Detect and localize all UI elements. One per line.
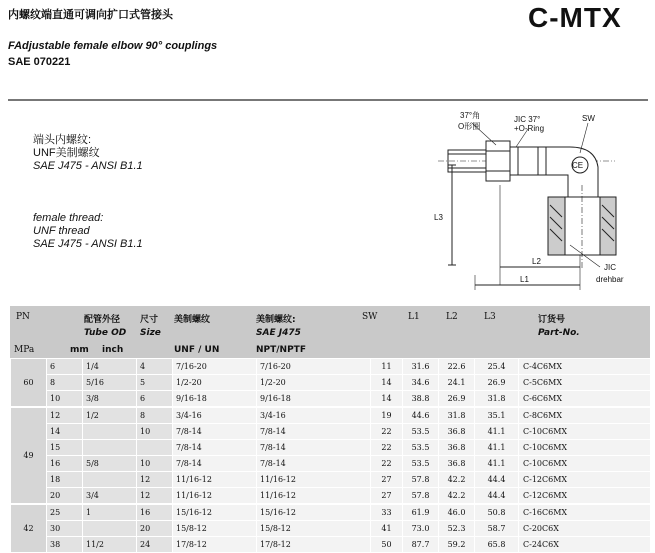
cell-size: 10 [137,424,173,440]
cell-inch: 3/8 [83,391,137,408]
cell-size: 24 [137,537,173,553]
cell-npt: 15/16-12 [257,504,371,521]
thread-info-chinese [33,134,143,173]
english-title: FAdjustable female elbow 90° couplings [8,40,218,52]
cell-l3: 25.4 [475,359,519,375]
cell-part: C-10C6MX [519,456,651,472]
cell-npt: 17/8-12 [257,537,371,553]
cell-npt: 9/16-18 [257,391,371,408]
cell-part: C-6C6MX [519,391,651,408]
cell-unf: 11/16-12 [173,488,257,505]
cell-l3: 50.8 [475,504,519,521]
cell-inch: 1/2 [83,407,137,424]
cell-mm: 18 [47,472,83,488]
cell-sw: 27 [371,472,403,488]
cell-part: C-8C6MX [519,407,651,424]
cell-pn: 49 [11,407,47,504]
cell-unf: 1/2-20 [173,375,257,391]
label-ce: CE [572,161,584,170]
cell-l1: 57.8 [403,472,439,488]
cell-mm: 12 [47,407,83,424]
label-oring: +O-Ring [514,124,545,133]
cell-part: C-12C6MX [519,488,651,505]
cell-size [137,440,173,456]
header-mpa: MPa [14,345,35,355]
cell-l1: 87.7 [403,537,439,553]
cell-npt: 7/16-20 [257,359,371,375]
cell-l2: 31.8 [439,407,475,424]
table-row [11,391,651,408]
cell-inch [83,472,137,488]
header-mm: mm [70,345,89,355]
cell-sw: 33 [371,504,403,521]
cell-l2: 59.2 [439,537,475,553]
cell-l3: 41.1 [475,424,519,440]
cell-part: C-10C6MX [519,440,651,456]
label-l1: L1 [520,275,529,284]
header-l2: L2 [446,312,458,322]
cell-unf: 15/8-12 [173,521,257,537]
cell-part: C-5C6MX [519,375,651,391]
thread-en-line-1: female thread: [33,212,104,224]
cell-l3: 58.7 [475,521,519,537]
cell-l2: 42.2 [439,488,475,505]
cell-l3: 44.4 [475,472,519,488]
cell-l2: 36.8 [439,424,475,440]
header-thread1-cn: 美制螺纹 [174,315,211,325]
sae-code: SAE 070221 [8,56,71,68]
cell-part: C-20C6X [519,521,651,537]
cell-pn: 60 [11,359,47,408]
cell-unf: 7/8-14 [173,424,257,440]
cell-l1: 38.8 [403,391,439,408]
cell-l3: 31.8 [475,391,519,408]
cell-mm: 10 [47,391,83,408]
cell-l3: 26.9 [475,375,519,391]
table-row [11,488,651,505]
header-sw: SW [362,312,378,322]
cell-l2: 36.8 [439,440,475,456]
thread-cn-line-3: SAE J475 - ANSI B1.1 [33,160,143,172]
cell-mm: 15 [47,440,83,456]
cell-sw: 22 [371,424,403,440]
cell-l1: 57.8 [403,488,439,505]
cell-unf: 17/8-12 [173,537,257,553]
cell-part: C-24C6X [519,537,651,553]
cell-sw: 22 [371,440,403,456]
cell-inch: 1/4 [83,359,137,375]
cell-size: 8 [137,407,173,424]
cell-unf: 9/16-18 [173,391,257,408]
cell-sw: 41 [371,521,403,537]
table-row [11,375,651,391]
header-thread1: UNF / UN [174,345,220,355]
cell-part: C-12C6MX [519,472,651,488]
cell-part: C-4C6MX [519,359,651,375]
cell-mm: 8 [47,375,83,391]
cell-l2: 52.3 [439,521,475,537]
cell-mm: 25 [47,504,83,521]
table-row [11,537,651,553]
header-thread2-cn: 美制螺纹: [256,315,296,325]
cell-part: C-10C6MX [519,424,651,440]
cell-l1: 44.6 [403,407,439,424]
table-row [11,504,651,521]
cell-unf: 11/16-12 [173,472,257,488]
thread-en-line-2: UNF thread [33,225,90,237]
table-row [11,472,651,488]
cell-l3: 41.1 [475,456,519,472]
cell-unf: 7/16-20 [173,359,257,375]
cell-size: 5 [137,375,173,391]
header-part-cn: 订货号 [538,315,566,325]
thread-info-english [33,212,143,251]
label-jic37: JIC 37° [514,115,541,124]
cell-unf: 7/8-14 [173,456,257,472]
cell-l1: 53.5 [403,456,439,472]
table-row [11,456,651,472]
thread-en-line-3: SAE J475 - ANSI B1.1 [33,238,143,250]
cell-inch: 5/16 [83,375,137,391]
header-thread2: NPT/NPTF [256,345,306,355]
label-l3: L3 [434,213,443,222]
label-angle-cn: 37°角 [460,111,481,120]
cell-l2: 42.2 [439,472,475,488]
cell-inch [83,521,137,537]
cell-l3: 65.8 [475,537,519,553]
label-l2: L2 [532,257,541,266]
table-header [10,306,650,358]
cell-mm: 20 [47,488,83,505]
cell-size: 6 [137,391,173,408]
cell-unf: 7/8-14 [173,440,257,456]
fittings-table [10,358,650,553]
cell-pn: 42 [11,504,47,553]
cell-l3: 44.4 [475,488,519,505]
table-row [11,424,651,440]
header-tube-od-cn: 配管外径 [84,315,121,325]
cell-size: 16 [137,504,173,521]
cell-size: 4 [137,359,173,375]
table-row [11,407,651,424]
elbow-fitting-drawing [420,105,650,295]
cell-mm: 14 [47,424,83,440]
label-drehbar: drehbar [596,275,624,284]
header-pn: PN [16,312,30,322]
cell-inch [83,440,137,456]
cell-npt: 7/8-14 [257,456,371,472]
cell-npt: 7/8-14 [257,440,371,456]
chinese-title: 内螺纹端直通可调向扩口式管接头 [8,8,173,21]
table-row [11,440,651,456]
cell-npt: 11/16-12 [257,472,371,488]
cell-sw: 50 [371,537,403,553]
thread-cn-line-1: 端头内螺纹: [33,134,92,146]
header-size: Size [140,328,161,338]
header-l1: L1 [408,312,420,322]
header-part: Part-No. [538,328,580,338]
header-l3: L3 [484,312,496,322]
cell-size: 10 [137,456,173,472]
cell-l2: 22.6 [439,359,475,375]
header-thread2-std: SAE J475 [256,328,301,338]
label-oring-cn: O形圈 [458,122,481,131]
cell-l1: 73.0 [403,521,439,537]
cell-unf: 15/16-12 [173,504,257,521]
cell-size: 20 [137,521,173,537]
table-row [11,359,651,375]
cell-inch: 3/4 [83,488,137,505]
cell-inch [83,424,137,440]
cell-npt: 3/4-16 [257,407,371,424]
cell-sw: 22 [371,456,403,472]
header-inch: inch [102,345,124,355]
product-code: C-MTX [528,2,622,33]
cell-inch: 5/8 [83,456,137,472]
cell-npt: 15/8-12 [257,521,371,537]
cell-l3: 35.1 [475,407,519,424]
cell-l1: 53.5 [403,424,439,440]
cell-l2: 24.1 [439,375,475,391]
cell-npt: 7/8-14 [257,424,371,440]
label-sw: SW [582,114,595,123]
header-size-cn: 尺寸 [140,315,159,325]
header-tube-od: Tube OD [84,328,127,338]
cell-l2: 46.0 [439,504,475,521]
cell-mm: 30 [47,521,83,537]
cell-inch: 1 [83,504,137,521]
cell-mm: 6 [47,359,83,375]
cell-sw: 14 [371,375,403,391]
cell-l1: 53.5 [403,440,439,456]
table-row [11,521,651,537]
cell-sw: 14 [371,391,403,408]
cell-size: 12 [137,488,173,505]
cell-inch: 11/2 [83,537,137,553]
cell-mm: 38 [47,537,83,553]
cell-l2: 26.9 [439,391,475,408]
header-divider [8,99,648,101]
cell-size: 12 [137,472,173,488]
thread-cn-line-2: UNF美制螺纹 [33,147,100,159]
cell-unf: 3/4-16 [173,407,257,424]
cell-l1: 31.6 [403,359,439,375]
cell-l3: 41.1 [475,440,519,456]
cell-npt: 11/16-12 [257,488,371,505]
cell-l1: 34.6 [403,375,439,391]
cell-part: C-16C6MX [519,504,651,521]
cell-npt: 1/2-20 [257,375,371,391]
cell-l2: 36.8 [439,456,475,472]
cell-sw: 19 [371,407,403,424]
cell-l1: 61.9 [403,504,439,521]
cell-sw: 11 [371,359,403,375]
cell-mm: 16 [47,456,83,472]
cell-sw: 27 [371,488,403,505]
label-jic: JIC [604,263,616,272]
